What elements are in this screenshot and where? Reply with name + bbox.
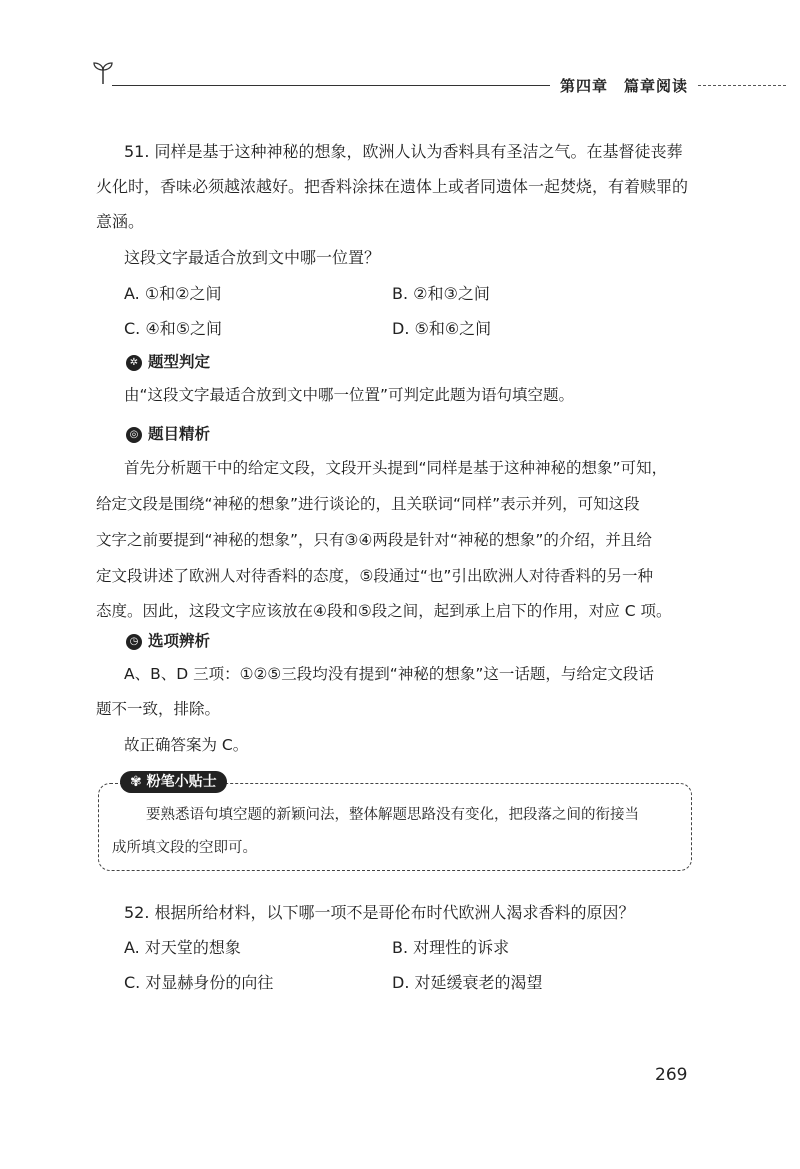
q51-option-b: B. ②和③之间 (392, 284, 490, 303)
gear-icon: ✲ (126, 355, 142, 371)
tip-line: 成所填文段的空即可。 (112, 840, 257, 856)
analysis-line: 给定文段是围绕“神秘的想象”进行谈论的，且关联词“同样”表示并列，可知这段 (96, 495, 640, 513)
q51-stem-line: 意涵。 (96, 212, 145, 231)
q52-stem: 52. 根据所给材料，以下哪一项不是哥伦布时代欧洲人渴求香料的原因？ (124, 903, 635, 922)
options-analysis-line: A、B、D 三项：①②⑤三段均没有提到“神秘的想象”这一话题，与给定文段话 (124, 665, 654, 683)
type-section-heading (126, 350, 210, 372)
clock-icon: ◷ (126, 634, 142, 650)
header-rule (112, 85, 550, 86)
analysis-line: 文字之前要提到“神秘的想象”，只有③④两段是针对“神秘的想象”的介绍，并且给 (96, 531, 652, 549)
sprout-icon (92, 60, 114, 86)
options-analysis-line: 题不一致，排除。 (96, 700, 221, 718)
q51-option-d: D. ⑤和⑥之间 (392, 319, 492, 338)
options-section-heading (126, 629, 210, 651)
tip-line: 要熟悉语句填空题的新颖问法，整体解题思路没有变化，把段落之间的衔接当 (146, 807, 639, 823)
q51-question: 这段文字最适合放到文中哪一位置？ (124, 248, 381, 267)
q51-option-c: C. ④和⑤之间 (124, 319, 223, 338)
chapter-title: 第四章 篇章阅读 (560, 77, 689, 95)
analysis-section-title: 题目精析 (148, 425, 211, 443)
type-section-text: 由“这段文字最适合放到文中哪一位置”可判定此题为语句填空题。 (124, 386, 575, 404)
target-icon: ◎ (126, 427, 142, 443)
analysis-section-heading (126, 422, 210, 444)
q51-option-a: A. ①和②之间 (124, 284, 222, 303)
analysis-line: 态度。因此，这段文字应该放在④段和⑤段之间，起到承上启下的作用，对应 C 项。 (96, 602, 672, 620)
answer-line: 故正确答案为 C。 (124, 736, 249, 754)
q52-option-c: C. 对显赫身份的向往 (124, 973, 274, 992)
type-section-title: 题型判定 (148, 353, 211, 371)
q52-option-d: D. 对延缓衰老的渴望 (392, 973, 543, 992)
q51-stem-line: 51. 同样是基于这种神秘的想象，欧洲人认为香料具有圣洁之气。在基督徒丧葬 (124, 142, 683, 161)
header-rule-dashed (698, 85, 786, 86)
q52-option-b: B. 对理性的诉求 (392, 938, 510, 957)
page-number: 269 (655, 1065, 688, 1085)
tip-label: ✾ 粉笔小贴士 (120, 771, 227, 793)
analysis-line: 首先分析题干中的给定文段，文段开头提到“同样是基于这种神秘的想象”可知， (124, 459, 668, 477)
analysis-line: 定文段讲述了欧洲人对待香料的态度，⑤段通过“也”引出欧洲人对待香料的另一种 (96, 567, 653, 585)
q52-option-a: A. 对天堂的想象 (124, 938, 241, 957)
q51-stem-line: 火化时，香味必须越浓越好。把香料涂抹在遗体上或者同遗体一起焚烧，有着赎罪的 (96, 177, 689, 196)
options-section-title: 选项辨析 (148, 632, 211, 650)
